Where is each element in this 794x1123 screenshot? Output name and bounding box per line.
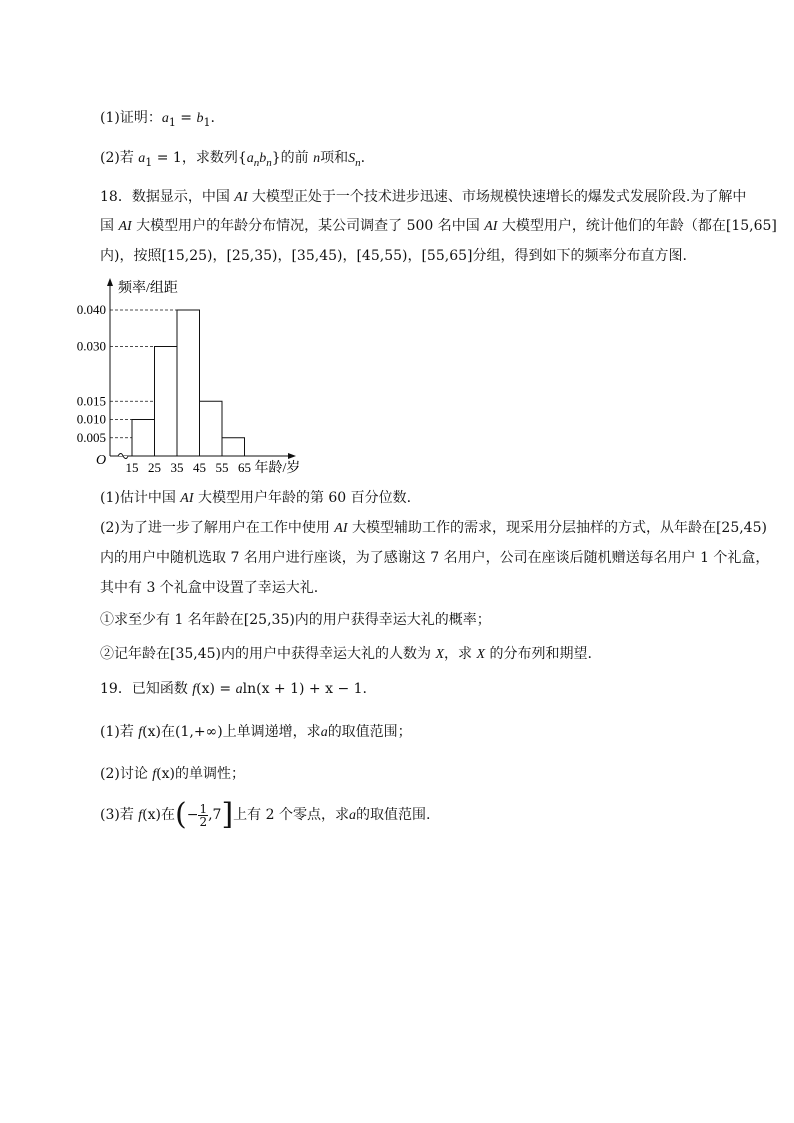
x-tick-55: 55: [215, 460, 229, 475]
q18-part2-sub2: ②记年龄在[35,45)内的用户中获得幸运大礼的人数为 X，求 X 的分布列和期望.: [100, 646, 592, 662]
x-tick-25: 25: [148, 460, 161, 475]
x-tick-35: 35: [170, 460, 184, 475]
y-axis-arrow: [107, 278, 113, 286]
q18-part1: (1)估计中国 AI 大模型用户年龄的第 60 百分位数.: [100, 490, 412, 506]
y-tick-0.005: 0.005: [76, 429, 106, 445]
q18-stem-line2: 国 AI 大模型用户的年龄分布情况，某公司调查了 500 名中国 AI 大模型用户，统计他们的年龄（都在[15,65]: [100, 218, 777, 234]
bar-[15,25): [132, 420, 155, 457]
x-tick-15: 15: [125, 460, 139, 475]
q18-stem-line3: 内)，按照[15,25)，[25,35)，[35,45)，[45,55)，[55,65]分组，得到如下的频率分布直方图.: [100, 248, 687, 264]
fraction-one-half: $\frac{1}{2}$: [199, 801, 208, 829]
q17-part1: (1)证明：$a_1 = b_1$.: [100, 110, 215, 129]
q18-part2-line2: 内的用户中随机选取 7 名用户进行座谈，为了感谢这 7 名用户，公司在座谈后随机赠送每名用户 1 个礼盒，: [100, 550, 770, 566]
q19-part2: (2)讨论 f(x)的单调性；: [100, 766, 245, 782]
y-tick-0.015: 0.015: [76, 393, 106, 409]
y-tick-0.040: 0.040: [76, 302, 106, 317]
q19-part1: (1)若 f(x)在(1,+∞)上单调递增，求a的取值范围；: [100, 724, 412, 740]
bar-[35,45): [177, 310, 200, 456]
q18-part2-line1: (2)为了进一步了解用户在工作中使用 AI 大模型辅助工作的需求，现采用分层抽样的方式，从年龄在[25,45): [100, 520, 767, 536]
bar-[55,65]: [222, 438, 245, 456]
bar-[45,55): [200, 401, 223, 456]
axis-break: [118, 454, 128, 459]
frequency-histogram: [60, 276, 320, 476]
q19-stem: 19．已知函数 f(x) = aln(x + 1) + x − 1.: [100, 681, 367, 697]
q18-stem-line1: 18．数据显示，中国 AI 大模型正处于一个技术进步迅速、市场规模快速增长的爆发式发展阶段.为了解中: [100, 189, 747, 205]
bar-[25,35): [155, 347, 178, 457]
q19-part3: (3)若 f(x)在(− $\frac{1}{2}$ ,7]上有 2 个零点，求a的取值范围.: [100, 797, 431, 832]
origin-label: O: [96, 453, 107, 468]
x-tick-45: 45: [193, 460, 206, 475]
q18-part2-sub1: ①求至少有 1 名年龄在[25,35)内的用户获得幸运大礼的概率；: [100, 612, 491, 628]
x-tick-65: 65: [238, 460, 251, 475]
y-tick-0.010: 0.010: [76, 411, 106, 427]
x-axis-arrow: [288, 453, 296, 459]
y-tick-0.030: 0.030: [76, 338, 106, 354]
y-axis-label: 频率/组距: [118, 281, 178, 296]
q18-part2-line3: 其中有 3 个礼盒中设置了幸运大礼.: [100, 580, 319, 596]
x-axis-label: 年龄/岁: [254, 461, 301, 476]
q17-part2: (2)若 $a_1 = 1$，求数列$\{a_nb_n\}$的前 n项和$S_n$.: [100, 150, 366, 169]
